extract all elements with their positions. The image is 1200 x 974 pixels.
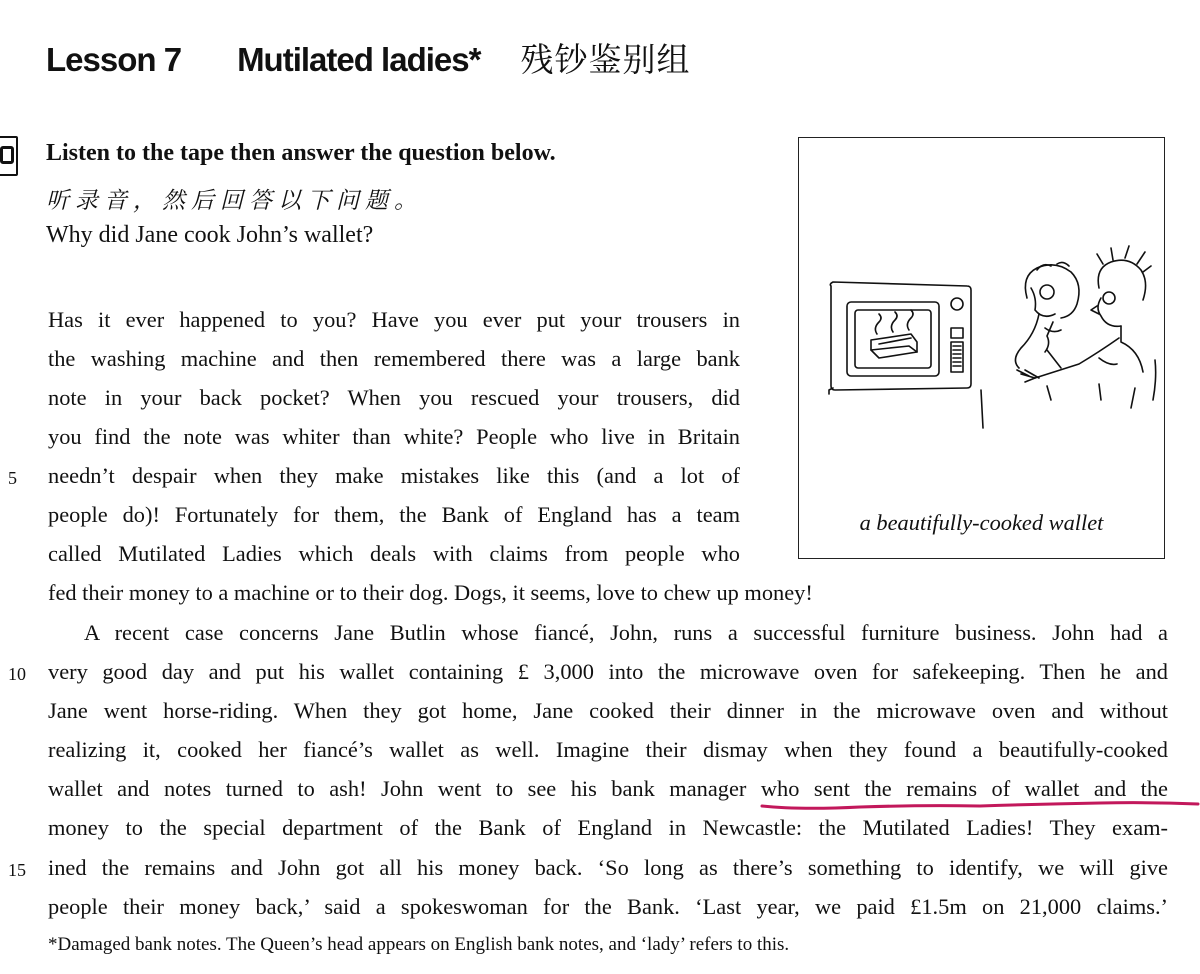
lesson-chinese-title: 残钞鉴别组 [520, 41, 691, 78]
passage-line: the washing machine and then remembered there was a large bank [48, 346, 740, 371]
illustration-frame [798, 137, 1165, 559]
instruction-chinese: 听录音，然后回答以下问题。 [46, 188, 423, 214]
illustration-caption: a beautifully-cooked wallet [859, 510, 1104, 535]
footnote: *Damaged bank notes. The Queen’s head appears on English bank notes, and ‘lady’ refers to this. [48, 934, 790, 955]
passage-line: needn’t despair when they make mistakes like this (and a lot of [48, 463, 740, 488]
passage-line: Jane went horse-riding. When they got home, Jane cooked their dinner in the microwave oven and without [48, 698, 1168, 723]
line-number: 5 [8, 468, 17, 488]
passage-line: realizing it, cooked her fiancé’s wallet as well. Imagine their dismay when they found a beautifully-cooked [48, 737, 1168, 762]
line-number: 15 [8, 860, 26, 880]
passage-line: fed their money to a machine or to their dog. Dogs, it seems, love to chew up money! [48, 580, 813, 605]
passage-line: Has it ever happened to you? Have you ever put your trousers in [48, 307, 740, 332]
cassette-tape-icon [0, 136, 18, 176]
lesson-title [46, 34, 690, 81]
passage-line: called Mutilated Ladies which deals with claims from people who [48, 541, 740, 566]
passage-line: people do)! Fortunately for them, the Bank of England has a team [48, 502, 740, 527]
passage-line: people their money back,’ said a spokeswoman for the Bank. ‘Last year, we paid £1.5m on 21,000 claims.’ [48, 894, 1168, 919]
line-number: 10 [8, 664, 26, 684]
passage-line: A recent case concerns Jane Butlin whose fiancé, John, runs a successful furniture business. John had a [84, 620, 1168, 645]
passage-line: wallet and notes turned to ash! John went to see his bank manager who sent the remains of wallet and the [48, 776, 1168, 801]
passage-line: money to the special department of the Bank of England in Newcastle: the Mutilated Ladies! They exam- [48, 815, 1168, 840]
passage-line: ined the remains and John got all his money back. ‘So long as there’s something to identify, we will give [48, 855, 1168, 880]
lesson-number: Lesson 7 [46, 41, 182, 78]
passage-line: you find the note was whiter than white? People who live in Britain [48, 424, 740, 449]
passage-line: very good day and put his wallet containing £ 3,000 into the microwave oven for safekeeping. Then he and [48, 659, 1168, 684]
passage-line: note in your back pocket? When you rescued your trousers, did [48, 385, 740, 410]
lesson-name: Mutilated ladies* [237, 41, 481, 78]
instruction-question: Why did Jane cook John’s wallet? [46, 222, 374, 248]
microwave-cartoon-drawing [799, 138, 1163, 498]
instruction-heading: Listen to the tape then answer the question below. [46, 140, 556, 166]
